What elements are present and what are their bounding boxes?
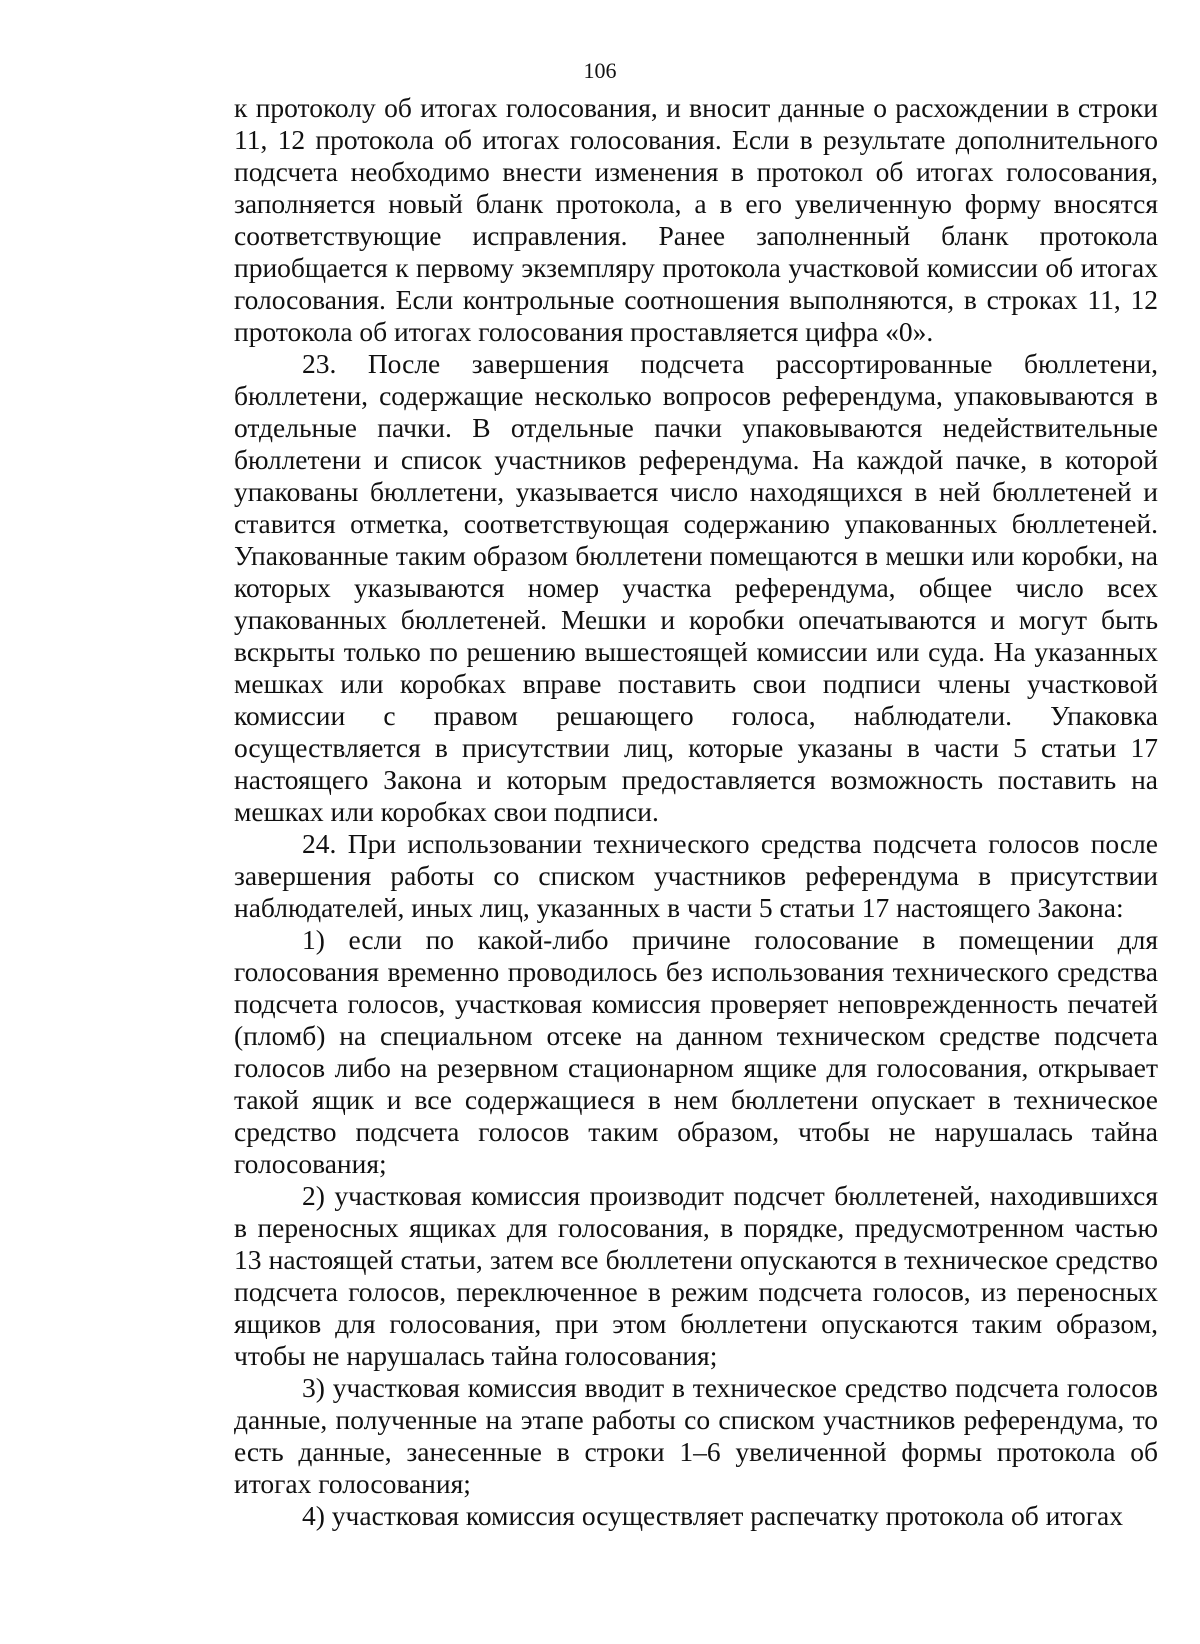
list-item-4: 4) участковая комиссия осуществляет распечатку протокола об итогах [302,1500,1123,1531]
paragraph-continuation: к протоколу об итогах голосования, и вносит данные о расхождении в строки 11, 12 протокола об итогах голосования. Если в результате дополнительного подсчета необходимо внести изменения в протокол об итогах голосования, заполняется новый бланк протокола, а в его увеличенную форму вносятся соответствующие исправления. Ранее заполненный бланк протокола приобщается к первому экземпляру протокола участковой комиссии об итогах голосования. Если контрольные соотношения выполняются, в строках 11, 12 протокола об итогах голосования проставляется цифра «0». [234,92,1158,347]
document-body [234,92,1158,1532]
list-item-1: 1) если по какой-либо причине голосование в помещении для голосования временно проводилось без использования технического средства подсчета голосов, участковая комиссия проверяет неповрежденность печатей (пломб) на специальном отсеке на данном техническом средстве подсчета голосов либо на резервном стационарном ящике для голосования, открывает такой ящик и все содержащиеся в нем бюллетени опускает в техническое средство подсчета голосов таким образом, чтобы не нарушалась тайна голосования; [234,924,1158,1179]
list-item-3: 3) участковая комиссия вводит в техническое средство подсчета голосов данные, полученные на этапе работы со списком участников референдума, то есть данные, занесенные в строки 1–6 увеличенной формы протокола об итогах голосования; [234,1372,1158,1499]
paragraph-24: 24. При использовании технического средства подсчета голосов после завершения работы со списком участников референдума в присутствии наблюдателей, иных лиц, указанных в части 5 статьи 17 настоящего Закона: [234,828,1158,923]
list-item-2: 2) участковая комиссия производит подсчет бюллетеней, находившихся в переносных ящиках для голосования, в порядке, предусмотренном частью 13 настоящей статьи, затем все бюллетени опускаются в техническое средство подсчета голосов, переключенное в режим подсчета голосов, из переносных ящиков для голосования, при этом бюллетени опускаются таким образом, чтобы не нарушалась тайна голосования; [234,1180,1158,1371]
page-number: 106 [583,58,617,83]
paragraph-23: 23. После завершения подсчета рассортированные бюллетени, бюллетени, содержащие несколько вопросов референдума, упаковываются в отдельные пачки. В отдельные пачки упаковываются недействительные бюллетени и список участников референдума. На каждой пачке, в которой упакованы бюллетени, указывается число находящихся в ней бюллетеней и ставится отметка, соответствующая содержанию упакованных бюллетеней. Упакованные таким образом бюллетени помещаются в мешки или коробки, на которых указываются номер участка референдума, общее число всех упакованных бюллетеней. Мешки и коробки опечатываются и могут быть вскрыты только по решению вышестоящей комиссии или суда. На указанных мешках или коробках вправе поставить свои подписи члены участковой комиссии с правом решающего голоса, наблюдатели. Упаковка осуществляется в присутствии лиц, которые указаны в части 5 статьи 17 настоящего Закона и которым предоставляется возможность поставить на мешках или коробках свои подписи. [234,348,1158,827]
